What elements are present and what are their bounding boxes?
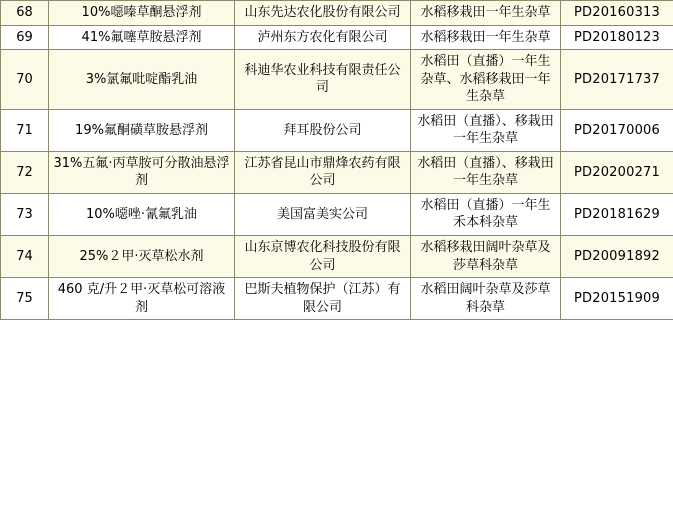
cell-pesticide-name: 3%氯氟吡啶酯乳油	[49, 50, 235, 110]
cell-control-target: 水稻田（直播）一年生杂草、水稻移栽田一年生杂草	[411, 50, 561, 110]
cell-serial-number: 69	[1, 25, 49, 50]
cell-manufacturer: 科迪华农业科技有限责任公司	[235, 50, 411, 110]
cell-manufacturer: 拜耳股份公司	[235, 109, 411, 151]
cell-control-target: 水稻田（直播）、移栽田一年生杂草	[411, 151, 561, 193]
cell-pesticide-name: 10%噁唑·氰氟乳油	[49, 193, 235, 235]
cell-control-target: 水稻移栽田阔叶杂草及莎草科杂草	[411, 236, 561, 278]
cell-manufacturer: 巴斯夫植物保护（江苏）有限公司	[235, 278, 411, 320]
cell-manufacturer: 泸州东方农化有限公司	[235, 25, 411, 50]
cell-registration-number: PD20180123	[561, 25, 673, 50]
cell-control-target: 水稻田（直播）一年生禾本科杂草	[411, 193, 561, 235]
cell-serial-number: 73	[1, 193, 49, 235]
table-body	[1, 1, 673, 320]
table-row	[1, 236, 673, 278]
table-row	[1, 109, 673, 151]
table-row	[1, 151, 673, 193]
cell-pesticide-name: 10%噁嗪草酮悬浮剂	[49, 1, 235, 26]
cell-registration-number: PD20091892	[561, 236, 673, 278]
cell-pesticide-name: 460 克/升２甲·灭草松可溶液剂	[49, 278, 235, 320]
cell-control-target: 水稻田（直播）、移栽田一年生杂草	[411, 109, 561, 151]
cell-registration-number: PD20200271	[561, 151, 673, 193]
cell-pesticide-name: 31%五氟·丙草胺可分散油悬浮剂	[49, 151, 235, 193]
cell-control-target: 水稻田阔叶杂草及莎草科杂草	[411, 278, 561, 320]
cell-control-target: 水稻移栽田一年生杂草	[411, 25, 561, 50]
cell-serial-number: 74	[1, 236, 49, 278]
table-row	[1, 25, 673, 50]
cell-pesticide-name: 25%２甲·灭草松水剂	[49, 236, 235, 278]
table-row	[1, 1, 673, 26]
cell-serial-number: 68	[1, 1, 49, 26]
cell-registration-number: PD20181629	[561, 193, 673, 235]
cell-control-target: 水稻移栽田一年生杂草	[411, 1, 561, 26]
cell-serial-number: 70	[1, 50, 49, 110]
cell-registration-number: PD20171737	[561, 50, 673, 110]
cell-pesticide-name: 19%氟酮磺草胺悬浮剂	[49, 109, 235, 151]
cell-registration-number: PD20170006	[561, 109, 673, 151]
cell-registration-number: PD20151909	[561, 278, 673, 320]
cell-manufacturer: 美国富美实公司	[235, 193, 411, 235]
cell-serial-number: 71	[1, 109, 49, 151]
cell-serial-number: 75	[1, 278, 49, 320]
cell-manufacturer: 山东京博农化科技股份有限公司	[235, 236, 411, 278]
cell-manufacturer: 山东先达农化股份有限公司	[235, 1, 411, 26]
cell-manufacturer: 江苏省昆山市鼎烽农药有限公司	[235, 151, 411, 193]
table-row	[1, 278, 673, 320]
cell-registration-number: PD20160313	[561, 1, 673, 26]
table-row	[1, 50, 673, 110]
cell-serial-number: 72	[1, 151, 49, 193]
table-row	[1, 193, 673, 235]
cell-pesticide-name: 41%氟噻草胺悬浮剂	[49, 25, 235, 50]
